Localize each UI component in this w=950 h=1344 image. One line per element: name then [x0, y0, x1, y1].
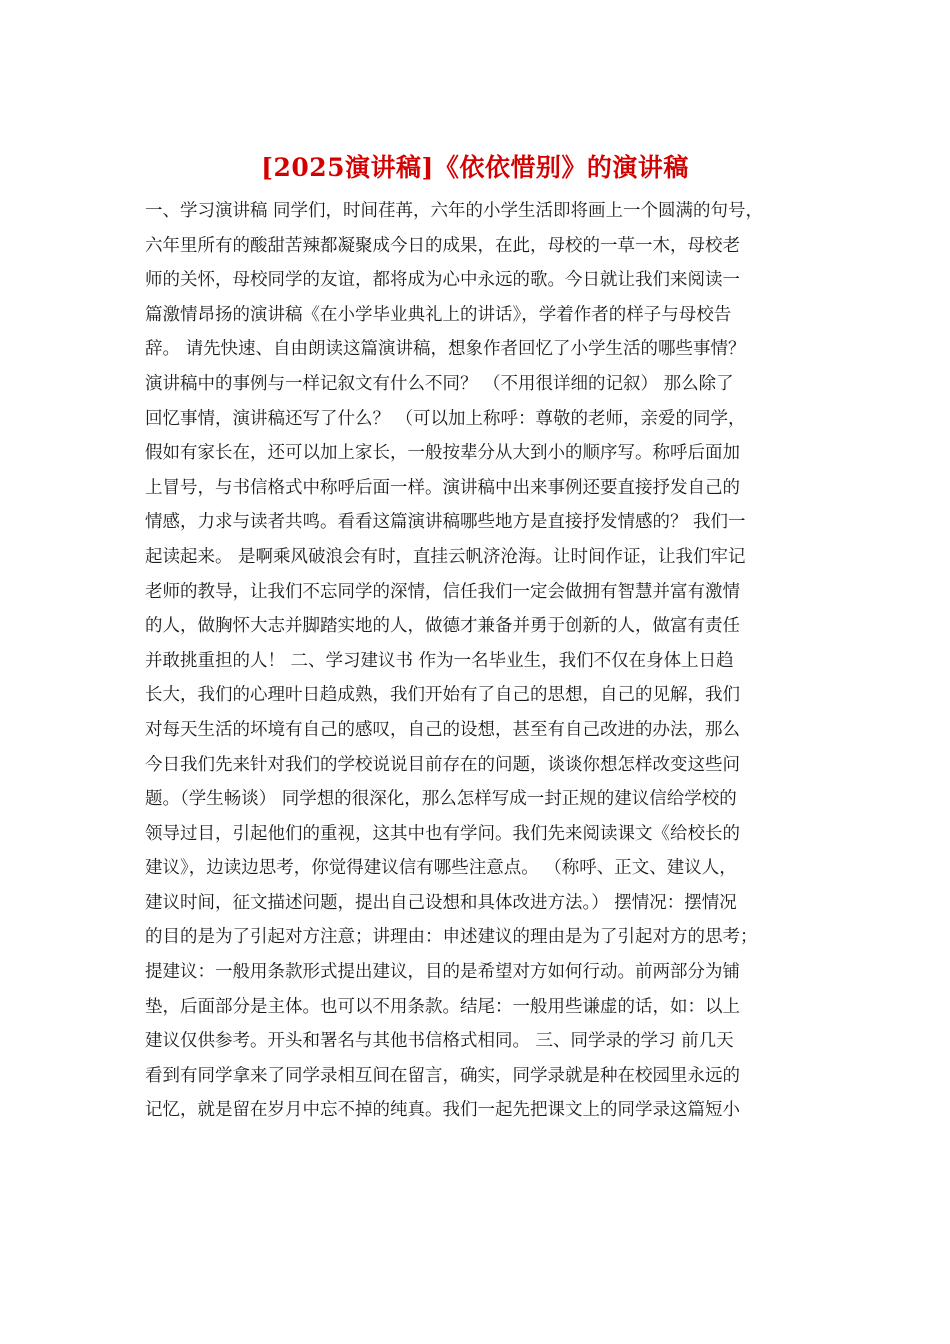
body-line: 建议》，边读边思考，你觉得建议信有哪些注意点。 （称呼、正文、建议人，: [145, 858, 737, 879]
body-line: 长大，我们的心理叶日趋成熟，我们开始有了自己的思想，自己的见解，我们: [145, 685, 740, 706]
body-line: 记忆，就是留在岁月中忘不掉的纯真。我们一起先把课文上的同学录这篇短小: [145, 1100, 740, 1121]
body-line: 并敢挑重担的人！ 二、学习建议书 作为一名毕业生，我们不仅在身体上日趋: [145, 650, 734, 671]
body-line: 辞。 请先快速、自由朗读这篇演讲稿，想象作者回忆了小学生活的哪些事情？: [145, 339, 746, 360]
body-line: 垫，后面部分是主体。也可以不用条款。结尾：一般用些谦虚的话，如：以上: [145, 996, 740, 1017]
body-line: 提建议：一般用条款形式提出建议，目的是希望对方如何行动。前两部分为铺: [145, 962, 740, 983]
body-line: 建议仅供参考。开头和署名与其他书信格式相同。 三、同学录的学习 前几天: [145, 1031, 734, 1052]
body-line: 回忆事情，演讲稿还写了什么？ （可以加上称呼：尊敬的老师，亲爱的同学，: [145, 408, 746, 429]
body-line: 篇激情昂扬的演讲稿《在小学毕业典礼上的讲话》，学着作者的样子与母校告: [145, 304, 732, 325]
body-line: 假如有家长在，还可以加上家长，一般按辈分从大到小的顺序写。称呼后面加: [145, 443, 740, 464]
body-line: 看到有同学拿来了同学录相互间在留言，确实，同学录就是种在校园里永远的: [145, 1065, 740, 1086]
document-body: [145, 194, 815, 1128]
body-line: 老师的教导，让我们不忘同学的深情，信任我们一定会做拥有智慧并富有激情: [145, 581, 740, 602]
body-line: 情感，力求与读者共鸣。看看这篇演讲稿哪些地方是直接抒发情感的？ 我们一: [145, 512, 746, 533]
body-line: 题。（学生畅谈） 同学想的很深化，那么怎样写成一封正规的建议信给学校的: [145, 789, 737, 810]
body-line: 一、学习演讲稿 同学们，时间荏苒，六年的小学生活即将画上一个圆满的句号，: [145, 201, 764, 221]
body-line: 六年里所有的酸甜苦辣都凝聚成今日的成果，在此，母校的一草一木，母校老: [145, 235, 740, 256]
body-line: 对每天生活的坏境有自己的感叹，自己的设想，甚至有自己改进的办法，那么: [145, 719, 740, 740]
body-line: 的人，做胸怀大志并脚踏实地的人，做德才兼备并勇于创新的人，做富有责任: [145, 616, 740, 637]
body-line: 起读起来。 是啊乘风破浪会有时，直挂云帆济沧海。让时间作证，让我们牢记: [145, 546, 746, 567]
body-line: 建议时间，征文描述问题，提出自己设想和具体改进方法。） 摆情况：摆情况: [145, 892, 737, 913]
body-line: 领导过目，引起他们的重视，这其中也有学问。我们先来阅读课文《给校长的: [145, 823, 740, 844]
body-line: 师的关怀，母校同学的友谊，都将成为心中永远的歌。今日就让我们来阅读一: [145, 270, 740, 291]
document-title: [2025演讲稿]《依依惜别》的演讲稿: [261, 153, 689, 182]
body-line: 今日我们先来针对我们的学校说说目前存在的问题，谈谈你想怎样改变这些问: [145, 754, 740, 775]
body-line: 演讲稿中的事例与一样记叙文有什么不同？ （不用很详细的记叙） 那么除了: [145, 373, 734, 394]
body-line: 上冒号，与书信格式中称呼后面一样。演讲稿中出来事例还要直接抒发自己的: [145, 477, 740, 498]
body-line: 的目的是为了引起对方注意；讲理由：申述建议的理由是为了引起对方的思考；: [145, 927, 758, 948]
